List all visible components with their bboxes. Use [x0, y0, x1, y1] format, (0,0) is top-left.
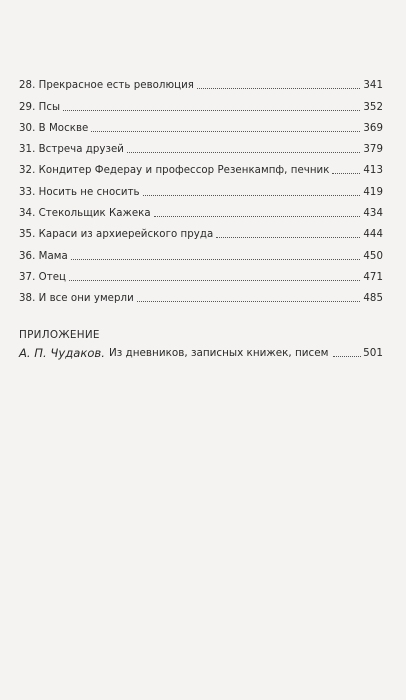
toc-entry[interactable] — [19, 92, 383, 113]
toc-entry[interactable] — [19, 114, 383, 135]
toc-entry-title: 33. Носить не сносить — [19, 186, 140, 198]
toc-entry[interactable] — [19, 199, 383, 220]
leader-dots — [333, 356, 362, 357]
toc-entry-title: 28. Прекрасное есть революция — [19, 80, 194, 92]
toc-entry-title: 36. Мама — [19, 250, 68, 262]
toc-entry[interactable] — [19, 263, 383, 284]
toc-entry[interactable] — [19, 177, 383, 198]
leader-dots — [137, 301, 361, 302]
toc-entry-page-number: 379 — [363, 144, 383, 156]
leader-dots — [216, 237, 360, 238]
appendix-section — [19, 329, 383, 360]
table-of-contents — [19, 71, 383, 305]
appendix-entry[interactable] — [19, 346, 383, 360]
toc-entry-page-number: 485 — [363, 293, 383, 305]
toc-entry-page-number: 369 — [363, 122, 383, 134]
toc-entry[interactable] — [19, 241, 383, 262]
leader-dots — [91, 131, 360, 132]
toc-entry[interactable] — [19, 220, 383, 241]
toc-entry-page-number: 434 — [363, 208, 383, 220]
leader-dots — [127, 152, 360, 153]
toc-entry-title: 30. В Москве — [19, 122, 89, 134]
leader-dots — [332, 173, 360, 174]
toc-entry-page-number: 419 — [363, 186, 383, 198]
toc-entry-title: 29. Псы — [19, 101, 61, 113]
appendix-author: А. П. Чудаков. — [19, 346, 105, 361]
toc-entry-title: 37. Отец — [19, 271, 66, 283]
toc-entry-title: 34. Стекольщик Кажека — [19, 208, 151, 220]
toc-entry-page-number: 352 — [363, 101, 383, 113]
toc-entry-page-number: 450 — [363, 250, 383, 262]
leader-dots — [154, 216, 361, 217]
leader-dots — [197, 88, 360, 89]
appendix-page-number: 501 — [363, 347, 383, 360]
leader-dots — [71, 259, 361, 260]
toc-entry[interactable] — [19, 284, 383, 305]
toc-entry[interactable] — [19, 156, 383, 177]
toc-entry-title: 31. Встреча друзей — [19, 144, 124, 156]
toc-entry-title: 35. Караси из архиерейского пруда — [19, 229, 214, 241]
leader-dots — [143, 195, 361, 196]
toc-entry-title: 38. И все они умерли — [19, 293, 134, 305]
toc-entry-title: 32. Кондитер Федерау и профессор Резенкампф, печник — [19, 165, 330, 177]
appendix-heading: ПРИЛОЖЕНИЕ — [19, 329, 100, 342]
toc-entry-page-number: 341 — [363, 80, 383, 92]
toc-entry-page-number: 471 — [363, 271, 383, 283]
leader-dots — [69, 280, 360, 281]
toc-entry-page-number: 413 — [363, 165, 383, 177]
toc-entry[interactable] — [19, 71, 383, 92]
leader-dots — [63, 110, 360, 111]
toc-entry-page-number: 444 — [363, 229, 383, 241]
appendix-title: Из дневников, записных книжек, писем — [108, 347, 329, 360]
toc-entry[interactable] — [19, 135, 383, 156]
